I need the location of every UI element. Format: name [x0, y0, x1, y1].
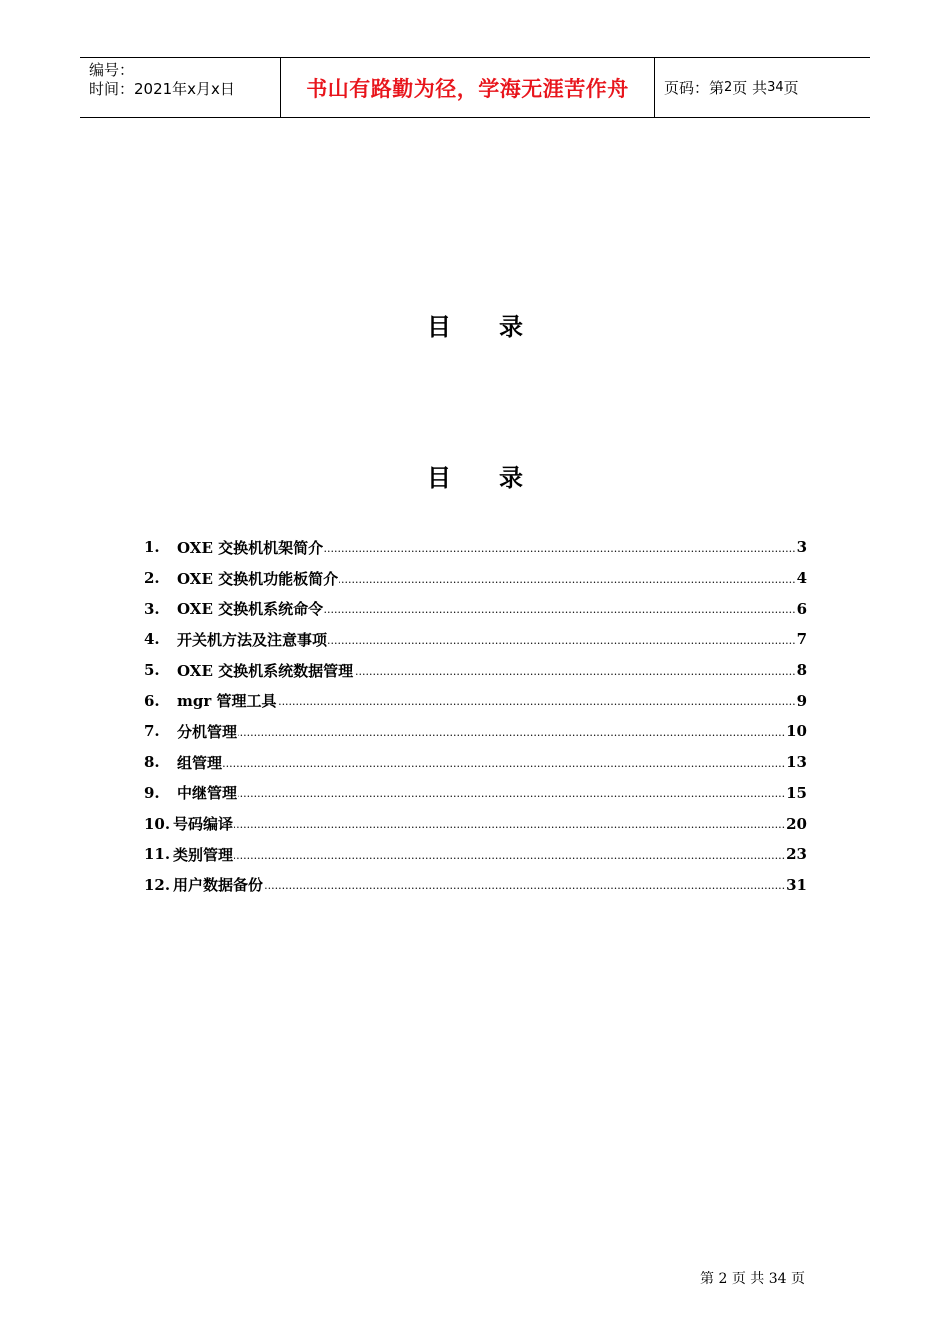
toc-entry[interactable] — [144, 593, 807, 624]
toc-entry-number: 10. — [144, 814, 171, 833]
page-mid: 页 共 — [732, 79, 768, 97]
toc-dot-leader — [324, 539, 795, 556]
toc-dot-leader — [234, 815, 785, 832]
toc-entry[interactable] — [144, 655, 807, 686]
toc-entry-number: 6. — [144, 691, 160, 710]
toc-entry-number: 4. — [144, 630, 160, 649]
toc-entry-title: OXE 交换机功能板简介 — [177, 569, 339, 588]
toc-dot-leader — [264, 876, 785, 893]
toc-entry-title: 开关机方法及注意事项 — [177, 630, 328, 649]
toc-entry-page: 20 — [786, 814, 807, 833]
toc-entry-page: 8 — [796, 661, 807, 680]
toc-entry-number: 5. — [144, 661, 160, 680]
toc-dot-leader — [238, 784, 785, 801]
toc-entry-title: OXE 交换机系统命令 — [177, 600, 324, 619]
toc-entry-page: 6 — [796, 599, 807, 618]
header-meta-cell — [80, 58, 281, 117]
toc-dot-leader — [223, 754, 785, 771]
page-label: 页码：第 — [664, 79, 725, 97]
toc-entry-page: 31 — [786, 875, 807, 894]
toc-entry-title: mgr 管理工具 — [177, 692, 277, 711]
toc-dot-leader — [328, 631, 796, 648]
page-total: 34 — [767, 80, 784, 95]
toc-entry-title: 分机管理 — [177, 722, 238, 741]
page-title: 目 录 — [427, 313, 523, 341]
toc-title: 目 录 — [427, 464, 523, 492]
toc-entry-number: 12. — [144, 875, 171, 894]
toc-entry-page: 15 — [786, 783, 807, 802]
toc-dot-leader — [238, 723, 785, 740]
toc-entry-title: 用户数据备份 — [173, 876, 264, 895]
toc-dot-leader — [324, 600, 795, 617]
toc-entry-number: 2. — [144, 569, 160, 588]
toc-entry-page: 4 — [796, 569, 807, 588]
doc-time-label: 时间：2021年x月x日 — [89, 80, 235, 98]
doc-code-label: 编号： — [89, 61, 135, 79]
page-suffix: 页 — [783, 79, 799, 97]
toc-entry[interactable] — [144, 716, 807, 747]
toc-entry-number: 7. — [144, 722, 160, 741]
toc-entry-number: 8. — [144, 753, 160, 772]
toc-entry-page: 13 — [786, 753, 807, 772]
toc-dot-leader — [339, 570, 795, 587]
toc-entry-page: 7 — [796, 630, 807, 649]
toc-entry[interactable] — [144, 624, 807, 655]
toc-entry[interactable] — [144, 747, 807, 778]
page-current: 2 — [724, 80, 733, 95]
toc-entry-title: 组管理 — [177, 753, 223, 772]
toc-dot-leader — [278, 692, 796, 709]
header-motto: 书山有路勤为径，学海无涯苦作舟 — [306, 76, 629, 101]
toc-entry-number: 3. — [144, 599, 160, 618]
toc-entry-title: 号码编译 — [173, 815, 234, 834]
toc-entry-title: 中继管理 — [177, 784, 238, 803]
toc-entry-title: OXE 交换机机架简介 — [177, 538, 324, 557]
toc-entry-title: 类别管理 — [173, 845, 234, 864]
toc-entry[interactable] — [144, 563, 807, 594]
toc-entry-page: 23 — [786, 845, 807, 864]
toc-entry-page: 9 — [796, 691, 807, 710]
toc-entry[interactable] — [144, 532, 807, 563]
toc-entry-title: OXE 交换机系统数据管理 — [177, 661, 354, 680]
toc-entry[interactable] — [144, 778, 807, 809]
table-of-contents — [144, 532, 807, 900]
toc-dot-leader — [354, 662, 795, 679]
toc-entry-number: 11. — [144, 845, 171, 864]
page-footer: 第 2 页 共 34 页 — [700, 1271, 805, 1287]
page-header — [80, 57, 870, 118]
toc-entry-page: 10 — [786, 722, 807, 741]
toc-entry[interactable] — [144, 839, 807, 870]
toc-entry-number: 1. — [144, 538, 160, 557]
toc-entry[interactable] — [144, 870, 807, 901]
header-page-cell — [655, 58, 870, 117]
toc-dot-leader — [234, 846, 785, 863]
toc-entry-number: 9. — [144, 783, 160, 802]
toc-entry[interactable] — [144, 685, 807, 716]
header-motto-cell — [281, 58, 655, 117]
toc-entry-page: 3 — [796, 538, 807, 557]
toc-entry[interactable] — [144, 808, 807, 839]
